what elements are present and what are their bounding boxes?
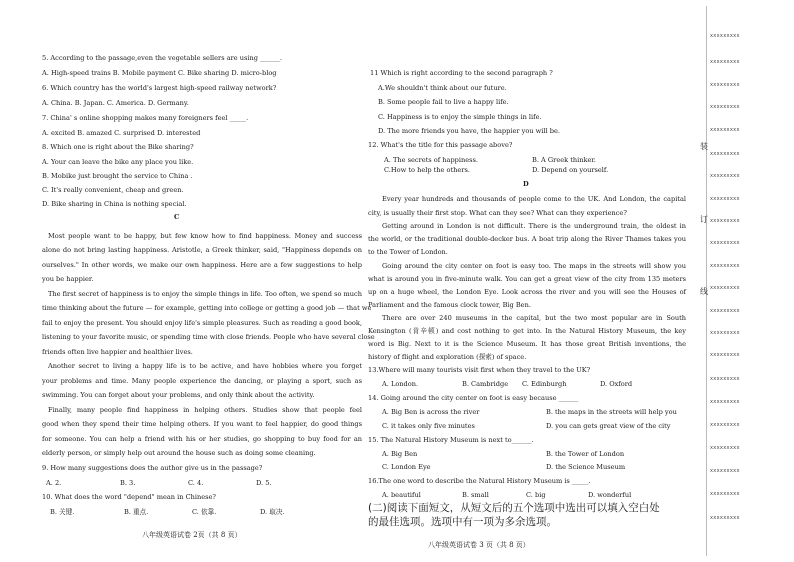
question-12-option-d: D. Depend on yourself. [532, 166, 609, 174]
binding-dash: xxxxxxxxx [710, 59, 740, 65]
passage-c-line: fail to enjoy the present. You should enjoy life's simple pleasures. Such as reading a good book, [42, 319, 362, 327]
question-6: 6. Which country has the world's largest high-speed railway network? [42, 84, 277, 92]
question-5-options: A. High-speed trains B. Mobile payment C. Bike sharing D. micro-blog [42, 69, 277, 77]
passage-c-line: you be happier. [42, 275, 94, 283]
passage-c-line: Most people want to be happy, but few know how to find happiness. Money and success [48, 232, 362, 240]
passage-d-line: Going around the city center on foot is easy too. The maps in the streets will show you [382, 262, 686, 270]
section-d-heading: D [523, 180, 529, 188]
question-16-option-d: D. wonderful [588, 491, 632, 499]
binding-dash: xxxxxxxxx [710, 330, 740, 336]
question-16-option-b: B. small [462, 491, 489, 499]
question-8: 8. Which one is right about the Bike sharing? [42, 143, 194, 151]
question-15-option-c: C. London Eye [382, 463, 431, 471]
passage-d-line: word is Big. Next to it is the Science Museum. It has those great British inventions, the [368, 340, 686, 348]
binding-mark-ding: 订 [700, 215, 708, 224]
question-13-option-c: C. Edinburgh [522, 380, 567, 388]
binding-dash: xxxxxxxxx [710, 127, 740, 133]
binding-dash: xxxxxxxxx [710, 491, 740, 497]
passage-c-line: your problems and time. Many people experience the dancing, or playing a sport, such as [42, 377, 362, 385]
question-9-option-d: D. 5. [256, 479, 272, 487]
question-9-option-a: A. 2. [46, 479, 62, 487]
passage-d-line: Parliament and the famous clock tower, Big Ben. [368, 301, 531, 309]
question-11-option-c: C. Happiness is to enjoy the simple things in life. [378, 113, 542, 121]
passage-c-line: ourselves." In other words, we make our own happiness. Here are a few suggestions to help [42, 261, 362, 269]
question-8-option-a: A. Your can leave the bike any place you like. [42, 158, 194, 166]
question-13: 13.Where will many tourists visit first when they travel to the UK? [368, 366, 591, 374]
passage-d-line: Every year hundreds and thousands of people come to the UK. And London, the capital [382, 195, 686, 203]
passage-d-line: There are over 240 museums in the capital, but the two most popular are in South [382, 314, 686, 322]
question-11: 11 Which is right according to the second paragraph ? [370, 69, 553, 77]
passage-d-line: the world, or the traditional double-decker bus. A boat trip along the River Thames takes you [368, 235, 686, 243]
passage-c-line: Finally, many people find happiness in helping others. Studies show that people feel [48, 406, 362, 414]
binding-dash: xxxxxxxxx [710, 263, 740, 269]
binding-dash: xxxxxxxxx [710, 468, 740, 474]
right-page-footer: 八年级英语试卷 3 页（共 8 页） [428, 541, 530, 549]
question-14-option-d: D. you can gets great view of the city [546, 422, 671, 430]
passage-c-line: time thinking about the future — for example, getting into college or getting a good job — that we [42, 304, 372, 312]
question-11-option-b: B. Some people fail to live a happy life. [378, 98, 509, 106]
question-12: 12. What's the title for this passage above? [368, 141, 513, 149]
question-7-options: A. excited B. amazed C. surprised D. interested [42, 129, 201, 137]
question-12-option-c: C.How to help the others. [384, 166, 470, 174]
passage-d-line: Kensington (肯辛顿) and cost nothing to get into. In the Natural History Museum, the key [368, 327, 686, 335]
binding-dash: xxxxxxxxx [710, 285, 740, 291]
passage-d-line: up on a huge wheel, the London Eye. Look across the river and you will see the Houses of [368, 288, 686, 296]
binding-dash: xxxxxxxxx [710, 445, 740, 451]
passage-c-line: for someone. You can help a friend with his or her studies, go shopping to buy food for an [42, 435, 362, 443]
passage-d-line: city, is usually their first stop. What can they see? What can they experience? [368, 209, 627, 217]
passage-c-line: elderly person, or simply help out around the house such as doing some cleaning. [42, 449, 316, 457]
question-13-option-d: D. Oxford [600, 380, 633, 388]
question-11-option-a: A.We shouldn't think about our future. [378, 84, 507, 92]
question-12-option-b: B. A Greek thinker. [532, 156, 596, 164]
question-7: 7. China' s online shopping makes many foreigners feel _____. [42, 114, 249, 122]
question-9-option-c: C. 4. [188, 479, 204, 487]
binding-dash: xxxxxxxxx [710, 82, 740, 88]
binding-dash: xxxxxxxxx [710, 240, 740, 246]
question-14-option-c: C. it takes only five minutes [382, 422, 475, 430]
binding-dash: xxxxxxxxx [710, 352, 740, 358]
question-14-option-a: A. Big Ben is across the river [382, 408, 480, 416]
passage-c-line: Another secret to living a happy life is to be active, and have hobbies where you forget [48, 362, 362, 370]
question-16-option-c: C. big [526, 491, 546, 499]
question-10-option-d: D. 取决. [260, 508, 285, 516]
binding-dash: xxxxxxxxx [710, 515, 740, 521]
question-13-option-b: B. Cambridge [462, 380, 509, 388]
binding-dash: xxxxxxxxx [710, 308, 740, 314]
question-10: 10. What does the word "depend" mean in Chinese? [42, 493, 216, 501]
section-c-heading: C [174, 213, 180, 221]
passage-c-line: good when they spend their time helping others. If you want to feel happier, do good things [42, 420, 362, 428]
question-12-option-a: A. The secrets of happiness. [384, 156, 479, 164]
passage-c-line: listening to your favorite music, or spending time with close friends. People who have several close [42, 333, 375, 341]
question-11-option-d: D. The more friends you have, the happier you will be. [378, 127, 560, 135]
question-9-option-b: B. 3. [120, 479, 136, 487]
question-15: 15. The Natural History Museum is next to______. [368, 436, 534, 444]
binding-dash: xxxxxxxxx [710, 399, 740, 405]
question-16-option-a: A. beautiful [382, 491, 421, 499]
binding-dash: xxxxxxxxx [710, 196, 740, 202]
passage-c-line: alone do not bring lasting happiness. Aristotle, a Greek thinker, said, "Happiness depends on [42, 246, 362, 254]
question-10-option-c: C. 依靠. [192, 508, 217, 516]
part-two-instructions-line1: (二)阅读下面短文，从短文后的五个选项中选出可以填入空白处 [368, 502, 660, 514]
question-15-option-d: D. the Science Museum [546, 463, 626, 471]
binding-mark-xian: 线 [700, 287, 708, 296]
binding-dash: xxxxxxxxx [710, 376, 740, 382]
question-10-option-b: B. 重点. [124, 508, 149, 516]
binding-dash: xxxxxxxxx [710, 218, 740, 224]
left-page-footer: 八年级英语试卷 2页（共 8 页） [142, 531, 242, 539]
question-8-option-d: D. Bike sharing in China is nothing special. [42, 200, 187, 208]
question-14-option-b: B. the maps in the streets will help you [546, 408, 677, 416]
question-15-option-b: B. the Tower of London [546, 450, 625, 458]
passage-c-line: The first secret of happiness is to enjoy the simple things in life. Too often, we spend so much [48, 290, 362, 298]
question-14: 14. Going around the city center on foot is easy because ______ [368, 394, 579, 402]
question-8-option-b: B. Mobike just brought the service to China . [42, 172, 193, 180]
passage-c-line: swimming. You can forget about your problems, and only think about the activity. [42, 391, 315, 399]
passage-d-line: history of flight and exploration (探索) of space. [368, 353, 527, 361]
binding-margin [700, 0, 794, 562]
question-6-options: A. China. B. Japan. C. America. D. Germany. [42, 99, 189, 107]
binding-dash: xxxxxxxxx [710, 173, 740, 179]
passage-d-line: what is around you in five-minute walk. You can get a great view of the city from 135 meters [368, 275, 686, 283]
passage-c-line: friends often live happier and healthier lives. [42, 348, 193, 356]
binding-dash: xxxxxxxxx [710, 151, 740, 157]
question-16: 16.The one word to describe the Natural History Museum is _____. [368, 477, 591, 485]
question-8-option-c: C. It's really convenient, cheap and green. [42, 186, 184, 194]
question-13-option-a: A. London. [382, 380, 419, 388]
binding-mark-zhuang: 装 [700, 142, 708, 151]
part-two-instructions-line2: 的最佳选项。选项中有一项为多余选项。 [368, 516, 557, 528]
binding-dash: xxxxxxxxx [710, 104, 740, 110]
passage-d-line: to the Tower of London. [368, 248, 448, 256]
question-15-option-a: A. Big Ben [382, 450, 418, 458]
question-9: 9. How many suggestions does the author give us in the passage? [42, 464, 263, 472]
binding-dash: xxxxxxxxx [710, 422, 740, 428]
binding-dash: xxxxxxxxx [710, 33, 740, 39]
question-10-option-a: B. 关键. [50, 508, 75, 516]
passage-d-line: Getting around in London is not difficult. There is the underground train, the oldest in [382, 222, 686, 230]
question-5: 5. According to the passage,even the vegetable sellers are using ______. [42, 54, 282, 62]
